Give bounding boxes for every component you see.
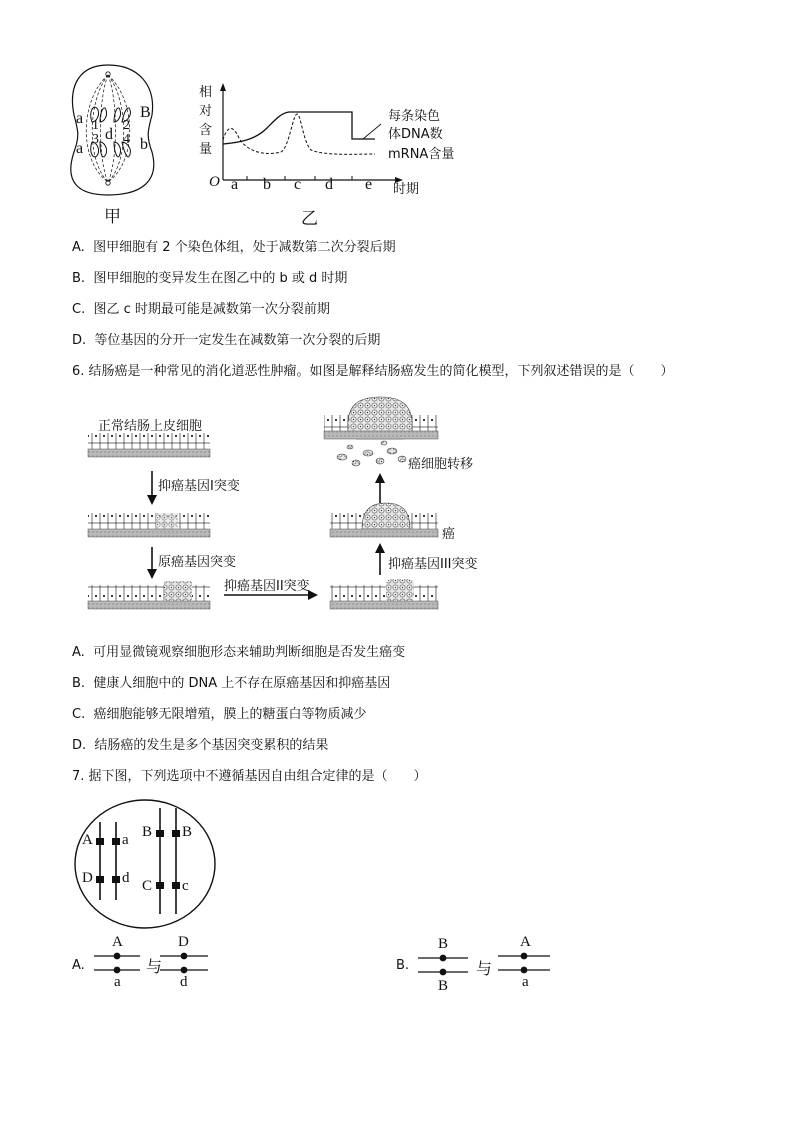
option-letter: B.: [396, 958, 410, 973]
tissue-stage-2: [88, 581, 210, 609]
x-tick-b: b: [263, 176, 271, 193]
opt-b-label-B-bottom: B: [438, 978, 449, 994]
caption-yi: 乙: [301, 209, 318, 229]
gene-B-right: B: [182, 824, 193, 840]
label-normal-cells: 正常结肠上皮细胞: [98, 419, 203, 434]
q5-option-b[interactable]: [72, 267, 347, 286]
option-letter: A.: [72, 645, 85, 660]
gene-a: a: [122, 832, 129, 848]
ylabel-3: 含: [199, 123, 213, 138]
gene-B-left: B: [142, 824, 153, 840]
option-letter: D.: [72, 738, 87, 753]
label-a-top: a: [76, 110, 84, 127]
xlabel: 时期: [393, 182, 420, 197]
caption-jia: 甲: [104, 207, 121, 227]
origin-label: O: [209, 174, 220, 190]
option-letter: B.: [72, 271, 86, 286]
metastasis-cells: [337, 441, 406, 466]
gene-markers: [96, 830, 180, 889]
figure-jia: [68, 60, 168, 225]
q7-cell-diagram: [72, 796, 222, 932]
option-text: 可用显微镜观察细胞形态来辅助判断细胞是否发生癌变: [93, 645, 406, 660]
option-letter: C.: [72, 302, 86, 317]
q6-option-b[interactable]: [72, 672, 390, 691]
opt-b-join: 与: [476, 959, 493, 978]
x-tick-a: a: [231, 176, 239, 193]
gene-D: D: [82, 870, 93, 886]
opt-a-label-d: d: [180, 974, 188, 990]
label-step2: 原癌基因突变: [158, 555, 237, 570]
legend-mrna: mRNA含量: [388, 147, 455, 162]
label-b: b: [140, 136, 148, 153]
option-text: 图甲细胞的变异发生在图乙中的 b 或 d 时期: [93, 271, 348, 286]
option-text: 图甲细胞有 2 个染色体组，处于减数第二次分裂后期: [93, 240, 396, 255]
label-step4: 抑癌基因III突变: [388, 557, 478, 572]
q7-option-b[interactable]: [396, 934, 566, 998]
legend-dna-2: 体DNA数: [388, 127, 443, 142]
gene-A: A: [82, 832, 93, 848]
q5-option-a[interactable]: [72, 236, 396, 255]
gene-C: C: [142, 878, 153, 894]
option-text: 健康人细胞中的 DNA 上不存在原癌基因和抑癌基因: [93, 676, 391, 691]
tissue-stage-1: [88, 513, 210, 537]
q5-option-d[interactable]: [72, 329, 380, 348]
gene-c: c: [182, 878, 189, 894]
legend-dna-1: 每条染色: [388, 109, 441, 124]
label-a-bottom: a: [76, 140, 84, 157]
opt-a-label-a: a: [114, 974, 121, 990]
tissue-stage-3: [330, 579, 438, 609]
tissue-normal: [88, 433, 210, 457]
opt-a-label-A: A: [112, 934, 123, 950]
label-B: B: [140, 104, 151, 121]
q6-option-d[interactable]: [72, 734, 328, 753]
q6-diagram: [84, 395, 504, 620]
chromosome-lines: [100, 808, 176, 914]
label-3: 3: [92, 132, 99, 147]
chromosome-cell: [72, 796, 222, 932]
q6-stem: 6. 结肠癌是一种常见的消化道恶性肿瘤。如图是解释结肠癌发生的简化模型，下列叙述错误的是（ ）: [72, 364, 674, 379]
label-2: 2: [123, 118, 130, 133]
option-text: 癌细胞能够无限增殖，膜上的糖蛋白等物质减少: [93, 707, 367, 722]
dna-leader: [363, 124, 381, 139]
q6-option-c[interactable]: [72, 703, 367, 722]
x-tick-c: c: [294, 176, 302, 193]
option-letter: C.: [72, 707, 86, 722]
q7-stem: 7. 据下图，下列选项中不遵循基因自由组合定律的是（ ）: [72, 769, 427, 784]
ylabel-1: 相: [199, 85, 213, 100]
centriole-bottom: [106, 181, 110, 185]
gene-d: d: [122, 870, 130, 886]
option-text: 结肠癌的发生是多个基因突变累积的结果: [94, 738, 329, 753]
option-letter: A.: [72, 958, 85, 973]
label-step1: 抑癌基因I突变: [158, 479, 240, 494]
tissue-cancer: [330, 503, 438, 537]
option-text: 等位基因的分开一定发生在减数第一次分裂的后期: [94, 333, 381, 348]
opt-a-join: 与: [146, 957, 163, 976]
option-text: 图乙 c 时期最可能是减数第一次分裂前期: [93, 302, 330, 317]
option-letter: B.: [72, 676, 86, 691]
cell-boundary: [75, 800, 215, 928]
figure-yi: [195, 80, 475, 228]
tissue-invasive: [324, 397, 438, 439]
x-tick-d: d: [325, 176, 333, 193]
label-step3: 抑癌基因II突变: [224, 579, 310, 594]
label-1: 1: [92, 118, 99, 133]
ylabel-2: 对: [199, 104, 213, 119]
opt-b-label-a: a: [522, 974, 529, 990]
q6-option-a[interactable]: [72, 641, 405, 660]
option-letter: D.: [72, 333, 87, 348]
opt-b-label-A: A: [520, 934, 531, 950]
label-metastasis: 癌细胞转移: [408, 457, 474, 472]
opt-b-label-B-top: B: [438, 936, 449, 952]
opt-a-label-D: D: [178, 934, 189, 950]
label-cancer: 癌: [442, 527, 456, 542]
q5-option-c[interactable]: [72, 298, 330, 317]
label-d: d: [105, 126, 113, 143]
x-tick-e: e: [365, 176, 373, 193]
option-letter: A.: [72, 240, 85, 255]
ylabel-4: 量: [199, 142, 213, 157]
q7-option-a[interactable]: [72, 934, 222, 994]
label-4: 4: [123, 132, 130, 147]
